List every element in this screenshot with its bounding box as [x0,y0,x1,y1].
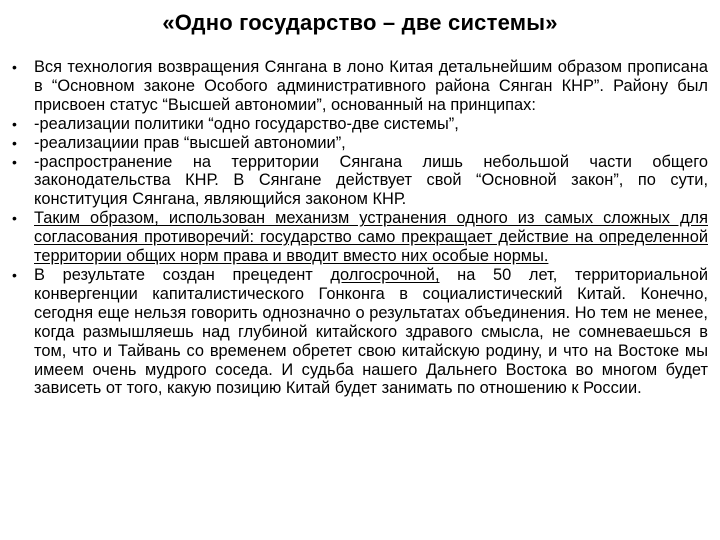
bullet-list [10,58,710,398]
bullet-text: -распространение на территории Сянгана лишь небольшой части общего законодательства КНР. В Сянгане действует свой “Основной закон”, по сути, конституция Сянгана, являющийся законом КНР. [34,152,708,209]
bullet-item-2 [10,115,710,134]
bullet-item-4 [10,153,710,210]
bullet-text: Вся технология возвращения Сянгана в лоно Китая детальнейшим образом прописана в “Основном законе Особого административного района Сянган КНР”. Району был присвоен статус “Высшей автономии”, основанный на принципах: [34,58,708,114]
bullet-icon: • [12,210,17,227]
bullet-text: -реализациии прав “высшей автономии”, [34,133,346,152]
slide-title: «Одно государство – две системы» [162,10,558,35]
bullet-icon: • [12,134,17,151]
bullet-text-post: на 50 лет, территориальной конвергенции капиталистического Гонконга в социалистический Китай. Конечно, сегодня еще нельзя говорить однозначно о результатах объединения. Но тем не менее, когда размышляешь над глубиной китайского здравого смысла, не сомневаешься в том, что и Тайвань со временем обретет свою китайскую родину, и что на Востоке мы имеем очень мудрого соседа. И судьба нашего Дальнего Востока во многом будет зависеть от того, какую позицию Китай будет занимать по отношению к России. [34,265,708,398]
bullet-icon: • [12,59,17,75]
bullet-underlined-text: долгосрочной, [330,265,440,284]
bullet-item-5 [10,209,710,266]
bullet-item-3 [10,134,710,153]
bullet-item-1 [10,58,710,115]
bullet-text: -реализации политики “одно государство-две системы”, [34,114,459,133]
bullet-icon: • [12,266,17,283]
bullet-icon: • [12,153,17,170]
bullet-underlined-text: Таким образом, использован механизм устранения одного из самых сложных для согласования противоречий: государство само прекращает действие на определенной территории общих норм права и вводит вместо них особые нормы. [34,209,708,266]
bullet-text-pre: В результате создан прецедент [34,265,331,284]
bullet-icon: • [12,115,17,132]
bullet-item-6 [10,266,710,398]
